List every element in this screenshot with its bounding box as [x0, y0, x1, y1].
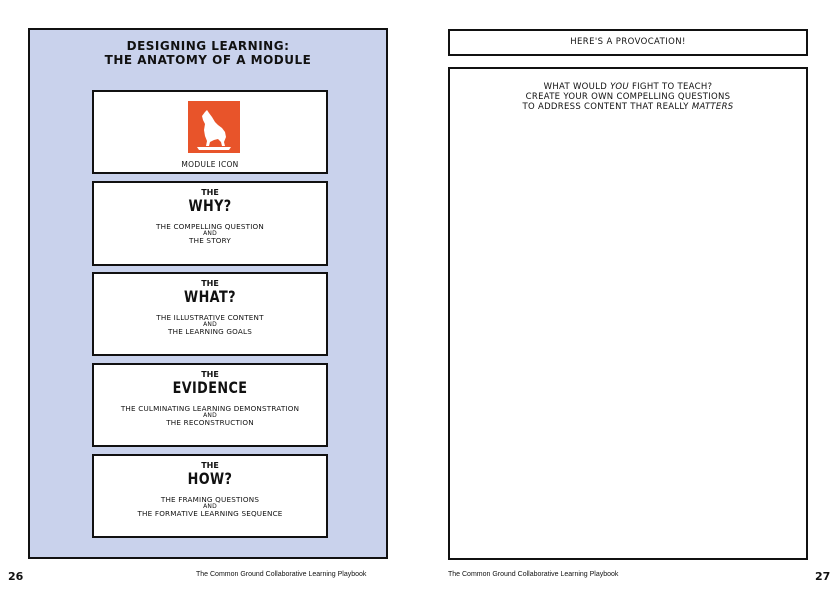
module-icon-caption: MODULE ICON	[181, 160, 239, 169]
card-and: AND	[203, 230, 217, 237]
provocation-header: HERE'S A PROVOCATION!	[448, 29, 808, 56]
card-line1: THE CULMINATING LEARNING DEMONSTRATION	[120, 404, 300, 413]
prompt-line3: TO ADDRESS CONTENT THAT REALLY MATTERS	[522, 102, 734, 112]
card-line2: THE RECONSTRUCTION	[166, 418, 254, 427]
left-footer-text: The Common Ground Collaborative Learning Playbook	[196, 571, 367, 578]
why-card	[92, 181, 328, 266]
card-the: THE	[201, 370, 219, 379]
card-heading: WHAT?	[184, 287, 236, 306]
how-card	[92, 454, 328, 538]
prompt-emphasis-matters: MATTERS	[691, 102, 734, 112]
what-card	[92, 272, 328, 356]
right-page-number: 27	[815, 570, 831, 583]
prompt-line1: WHAT WOULD YOU FIGHT TO TEACH?	[543, 82, 713, 92]
card-line1: THE ILLUSTRATIVE CONTENT	[156, 313, 264, 322]
panel-title	[30, 39, 386, 67]
panel-title-line2: THE ANATOMY OF A MODULE	[104, 53, 312, 67]
card-the: THE	[201, 461, 219, 470]
panel-title-line1: DESIGNING LEARNING:	[126, 39, 290, 53]
right-footer-text: The Common Ground Collaborative Learning Playbook	[448, 571, 619, 578]
card-line2: THE LEARNING GOALS	[168, 327, 252, 336]
card-and: AND	[203, 412, 217, 419]
card-heading: WHY?	[188, 196, 232, 215]
card-line1: THE COMPELLING QUESTION	[156, 222, 264, 231]
card-heading: HOW?	[187, 469, 233, 488]
card-and: AND	[203, 321, 217, 328]
card-and: AND	[203, 503, 217, 510]
evidence-card	[92, 363, 328, 447]
prompt-emphasis-you: YOU	[610, 82, 629, 92]
card-line1: THE FRAMING QUESTIONS	[160, 495, 260, 504]
module-icon-card	[92, 90, 328, 174]
card-the: THE	[201, 279, 219, 288]
howling-wolf-icon	[188, 101, 240, 153]
anatomy-panel	[28, 28, 388, 559]
left-page-number: 26	[8, 570, 24, 583]
card-heading: EVIDENCE	[172, 378, 248, 397]
prompt-line2: CREATE YOUR OWN COMPELLING QUESTIONS	[525, 92, 731, 102]
provocation-panel	[448, 67, 808, 560]
provocation-prompt	[450, 82, 806, 112]
card-line2: THE STORY	[189, 236, 231, 245]
card-the: THE	[201, 188, 219, 197]
card-line2: THE FORMATIVE LEARNING SEQUENCE	[137, 509, 283, 518]
